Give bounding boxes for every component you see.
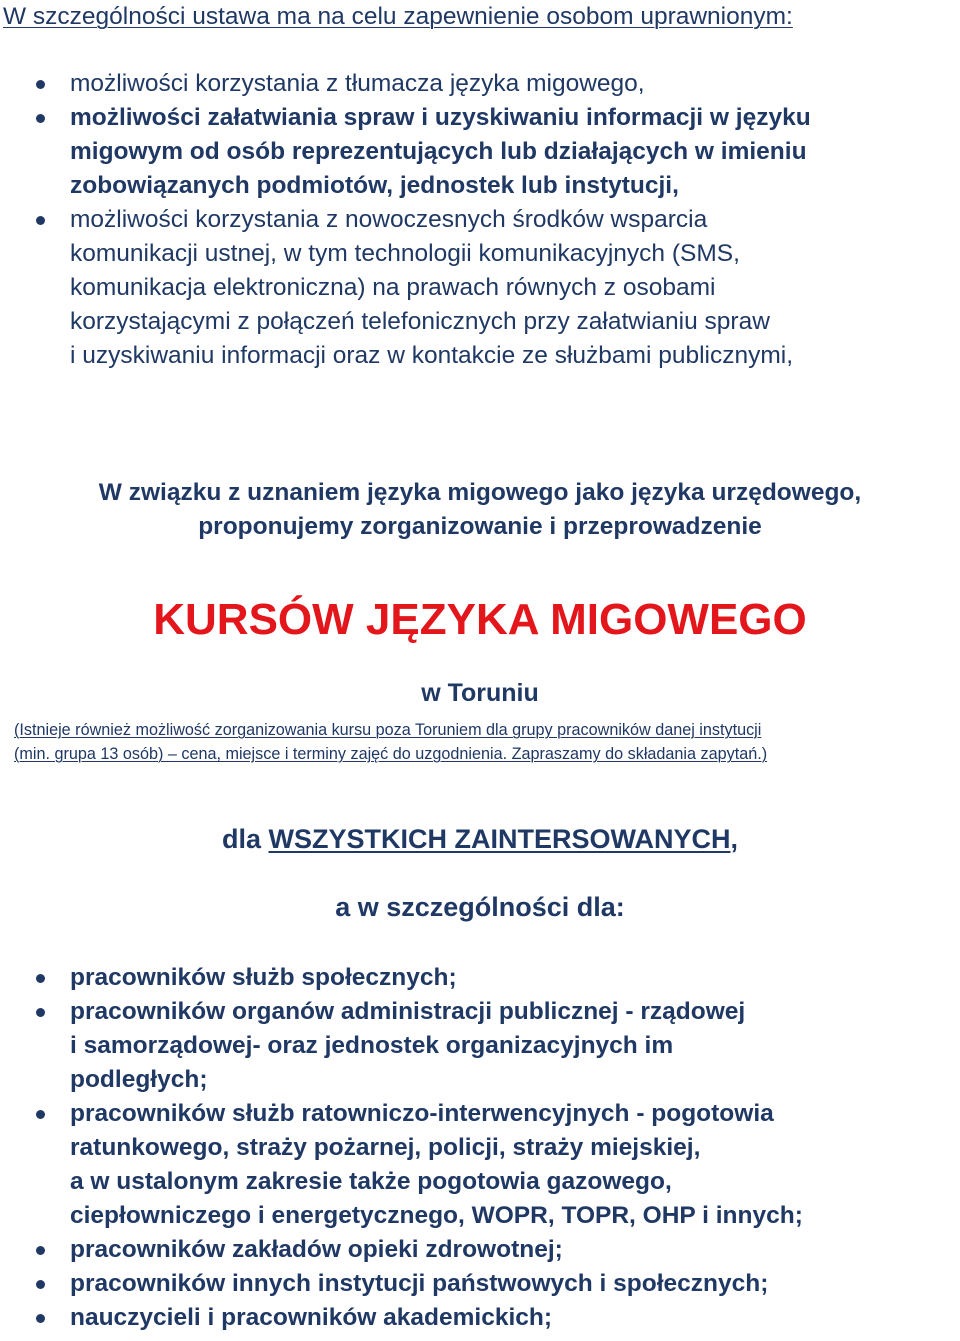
list-item-line: możliwości załatwiania spraw i uzyskiwaniu informacji w języku (70, 104, 811, 131)
list-item (0, 67, 960, 101)
list-item-line: korzystającymi z połączeń telefonicznych przy załatwianiu spraw (70, 308, 770, 335)
list-item (0, 1267, 960, 1301)
list-item-line: możliwości korzystania z nowoczesnych środków wsparcia (70, 206, 708, 233)
note-line: (min. grupa 13 osób) – cena, miejsce i terminy zajęć do uzgodnienia. Zapraszamy do składania zapytań.) (14, 745, 768, 763)
list-item-line: pracowników służb społecznych; (70, 964, 457, 991)
list-item-line: komunikacji ustnej, w tym technologii komunikacyjnych (SMS, (70, 240, 740, 267)
audience-suffix: , (730, 824, 739, 854)
list-item-line: podległych; (70, 1066, 208, 1093)
lead-paragraph (0, 476, 960, 544)
course-location: w Toruniu (421, 679, 539, 707)
list-item (0, 1233, 960, 1267)
list-item (0, 995, 960, 1097)
bullet-icon (36, 114, 45, 123)
list-item (0, 203, 960, 373)
audience-list (0, 961, 960, 1335)
audience-prefix: dla (221, 824, 269, 854)
list-item (0, 961, 960, 995)
audience-heading (0, 820, 960, 858)
bullet-icon (36, 974, 45, 983)
list-item (0, 1301, 960, 1335)
audience-subheading: a w szczególności dla: (335, 892, 625, 922)
list-item-line: pracowników służb ratowniczo-interwencyjnych - pogotowia (70, 1100, 774, 1127)
list-item-line: pracowników organów administracji publicznej - rządowej (70, 998, 746, 1025)
list-item-line: i uzyskiwaniu informacji oraz w kontakcie ze służbami publicznymi, (70, 342, 794, 369)
list-item (0, 1097, 960, 1233)
list-item-line: a w ustalonym zakresie także pogotowia gazowego, (70, 1168, 672, 1195)
list-item-line: możliwości korzystania z tłumacza języka migowego, (70, 70, 645, 97)
bullet-icon (36, 216, 45, 225)
bullet-icon (36, 1110, 45, 1119)
audience-highlight: WSZYSTKICH ZAINTERSOWANYCH (268, 824, 731, 854)
rights-list (0, 67, 960, 373)
lead-line: proponujemy zorganizowanie i przeprowadzenie (198, 513, 762, 540)
list-item-line: pracowników zakładów opieki zdrowotnej; (70, 1236, 563, 1263)
list-item-line: pracowników innych instytucji państwowych i społecznych; (70, 1270, 769, 1297)
lead-line: W związku z uznaniem języka migowego jako języka urzędowego, (98, 479, 862, 506)
bullet-icon (36, 80, 45, 89)
note-line: (Istnieje również możliwość zorganizowania kursu poza Toruniem dla grupy pracowników danej instytucji (14, 721, 762, 739)
course-note (14, 718, 958, 766)
bullet-icon (36, 1314, 45, 1323)
bullet-icon (36, 1280, 45, 1289)
intro-heading: W szczególności ustawa ma na celu zapewnienie osobom uprawnionym: (3, 3, 793, 30)
list-item-line: migowym od osób reprezentujących lub działających w imieniu (70, 138, 807, 165)
bullet-icon (36, 1008, 45, 1017)
list-item-line: ciepłowniczego i energetycznego, WOPR, TOPR, OHP i innych; (70, 1202, 803, 1229)
list-item-line: ratunkowego, straży pożarnej, policji, straży miejskiej, (70, 1134, 701, 1161)
bullet-icon (36, 1246, 45, 1255)
course-headline: KURSÓW JĘZYKA MIGOWEGO (153, 595, 807, 644)
list-item-line: i samorządowej- oraz jednostek organizacyjnych im (70, 1032, 674, 1059)
list-item-line: zobowiązanych podmiotów, jednostek lub instytucji, (70, 172, 679, 199)
list-item (0, 101, 960, 203)
list-item-line: nauczycieli i pracowników akademickich; (70, 1304, 553, 1331)
list-item-line: komunikacja elektroniczna) na prawach równych z osobami (70, 274, 716, 301)
